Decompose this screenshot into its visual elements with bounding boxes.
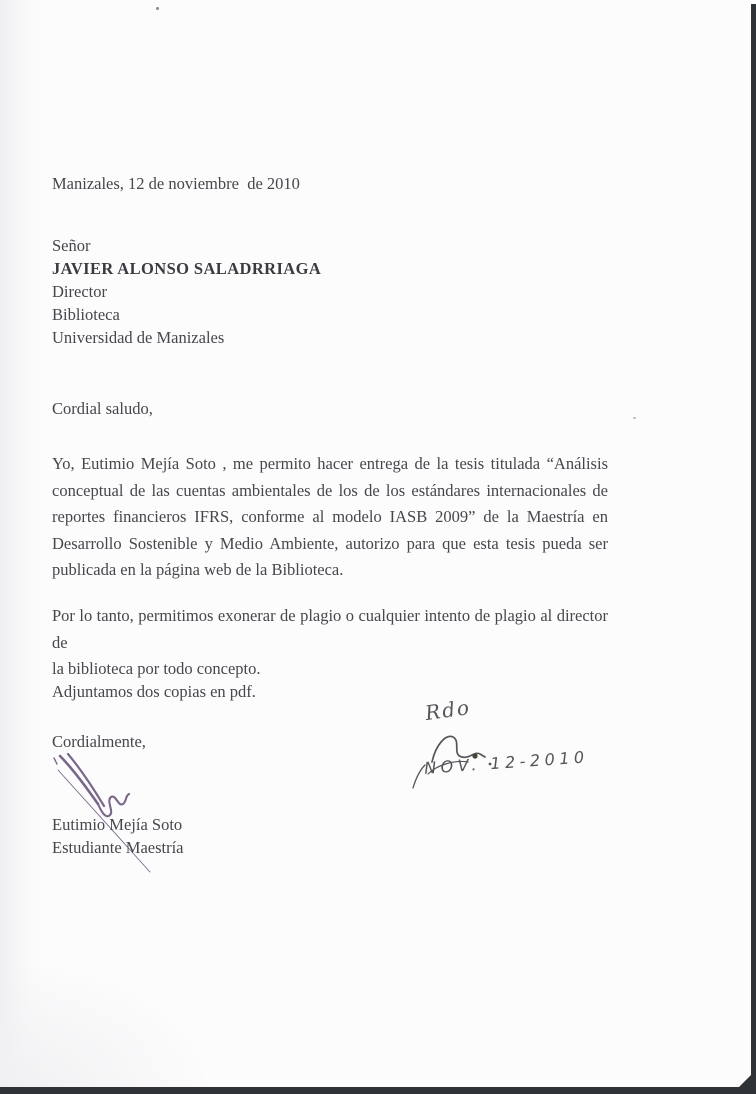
paragraph-line: publicada en la página web de la Biblioteca.	[52, 560, 344, 580]
paragraph-line: Desarrollo Sostenible y Medio Ambiente, autorizo para que esta tesis pueda ser	[52, 533, 608, 553]
scan-edge-bottom	[0, 1087, 756, 1094]
signer-role: Estudiante Maestría	[52, 838, 184, 857]
scan-edge-right	[751, 4, 756, 1094]
paragraph-line: reportes financieros IFRS, conforme al modelo IASB 2009” de la Maestría en	[52, 507, 608, 527]
signer-block	[52, 813, 184, 859]
paragraph-line: Yo, Eutimio Mejía Soto , me permito hacer entrega de la tesis titulada “Análisis	[52, 454, 608, 473]
recipient-salutation: Señor	[52, 236, 91, 255]
letter-closing: Cordialmente,	[52, 732, 146, 751]
scan-speck	[633, 417, 636, 419]
scan-texture-bottom-left	[0, 954, 220, 1094]
body-paragraph-2	[52, 603, 608, 683]
letter-greeting: Cordial saludo,	[52, 399, 153, 418]
attachments-note: Adjuntamos dos copias en pdf.	[52, 682, 256, 701]
recipient-institution: Universidad de Manizales	[52, 328, 225, 347]
recipient-block	[52, 234, 321, 349]
handwritten-received-abbreviation: Rdo	[423, 694, 473, 726]
recipient-name: JAVIER ALONSO SALADRRIAGA	[52, 259, 322, 278]
letter-date: Manizales, 12 de noviembre de 2010	[52, 174, 300, 193]
body-paragraph-1	[52, 451, 608, 584]
scan-speck	[156, 7, 159, 10]
handwritten-received-date: NOV. 12-2010	[423, 747, 590, 778]
scan-texture-left	[0, 0, 46, 1094]
recipient-department: Biblioteca	[52, 305, 120, 324]
paragraph-line: Por lo tanto, permitimos exonerar de plagio o cualquier intento de plagio al director de	[52, 606, 608, 652]
signer-name: Eutimio Mejía Soto	[52, 815, 183, 834]
paragraph-line: la biblioteca por todo concepto.	[52, 659, 261, 679]
paragraph-line: conceptual de las cuentas ambientales de los de los estándares internacionales de	[52, 480, 608, 500]
recipient-title: Director	[52, 282, 107, 301]
scan-edge-corner	[732, 1070, 756, 1094]
